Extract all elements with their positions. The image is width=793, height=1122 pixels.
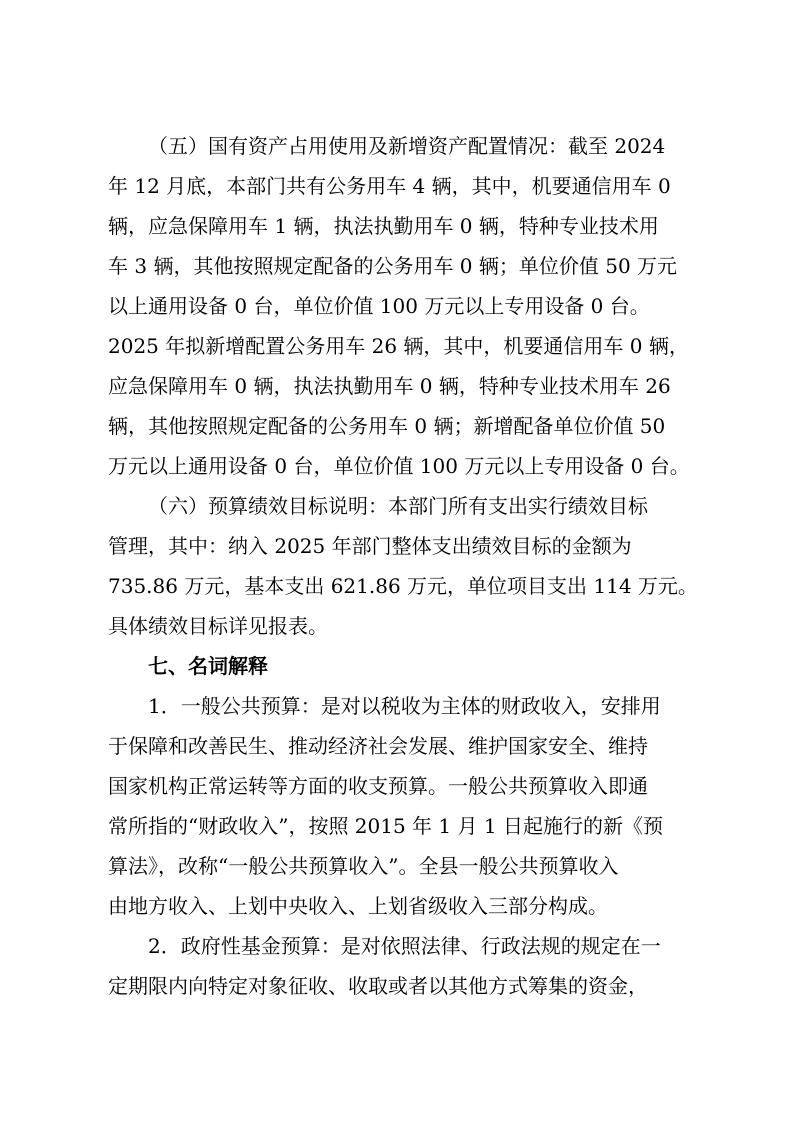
paragraph-line: （五）国有资产占用使用及新增资产配置情况：截至 2024 bbox=[148, 134, 666, 158]
paragraph-line: 1．一般公共预算：是对以税收为主体的财政收入，安排用 bbox=[148, 694, 661, 718]
paragraph-line: 具体绩效目标详见报表。 bbox=[108, 614, 328, 638]
paragraph-line: 由地方收入、上划中央收入、上划省级收入三部分构成。 bbox=[108, 894, 608, 918]
paragraph-line: 车 3 辆，其他按照规定配备的公务用车 0 辆；单位价值 50 万元 bbox=[108, 254, 678, 278]
paragraph-line: 管理，其中：纳入 2025 年部门整体支出绩效目标的金额为 bbox=[108, 534, 632, 558]
paragraph-line: 应急保障用车 0 辆，执法执勤用车 0 辆，特种专业技术用车 26 bbox=[108, 374, 671, 398]
paragraph-line: 辆，其他按照规定配备的公务用车 0 辆；新增配备单位价值 50 bbox=[108, 414, 666, 438]
paragraph-line: （六）预算绩效目标说明：本部门所有支出实行绩效目标 bbox=[148, 494, 648, 518]
paragraph-line: 万元以上通用设备 0 台，单位价值 100 万元以上专用设备 0 台。 bbox=[108, 454, 690, 478]
paragraph-line: 定期限内向特定对象征收、收取或者以其他方式筹集的资金， bbox=[108, 974, 648, 998]
paragraph-line: 2．政府性基金预算：是对依照法律、行政法规的规定在一 bbox=[148, 934, 661, 958]
paragraph-line: 常所指的“财政收入”，按照 2015 年 1 月 1 日起施行的新《预 bbox=[108, 814, 663, 838]
paragraph-line: 以上通用设备 0 台，单位价值 100 万元以上专用设备 0 台。 bbox=[108, 294, 650, 318]
paragraph-line: 2025 年拟新增配置公务用车 26 辆，其中，机要通信用车 0 辆， bbox=[108, 334, 689, 358]
paragraph-line: 算法》，改称“一般公共预算收入”。全县一般公共预算收入 bbox=[108, 854, 619, 878]
paragraph-line: 年 12 月底，本部门共有公务用车 4 辆，其中，机要通信用车 0 bbox=[108, 174, 671, 198]
paragraph-line: 735.86 万元，基本支出 621.86 万元，单位项目支出 114 万元。 bbox=[108, 574, 698, 598]
paragraph-line: 于保障和改善民生、推动经济社会发展、维护国家安全、维持 bbox=[108, 734, 648, 758]
paragraph-line: 辆，应急保障用车 1 辆，执法执勤用车 0 辆，特种专业技术用 bbox=[108, 214, 659, 238]
section-7-heading: 七、名词解释 bbox=[148, 654, 268, 678]
paragraph-line: 国家机构正常运转等方面的收支预算。一般公共预算收入即通 bbox=[108, 774, 648, 798]
